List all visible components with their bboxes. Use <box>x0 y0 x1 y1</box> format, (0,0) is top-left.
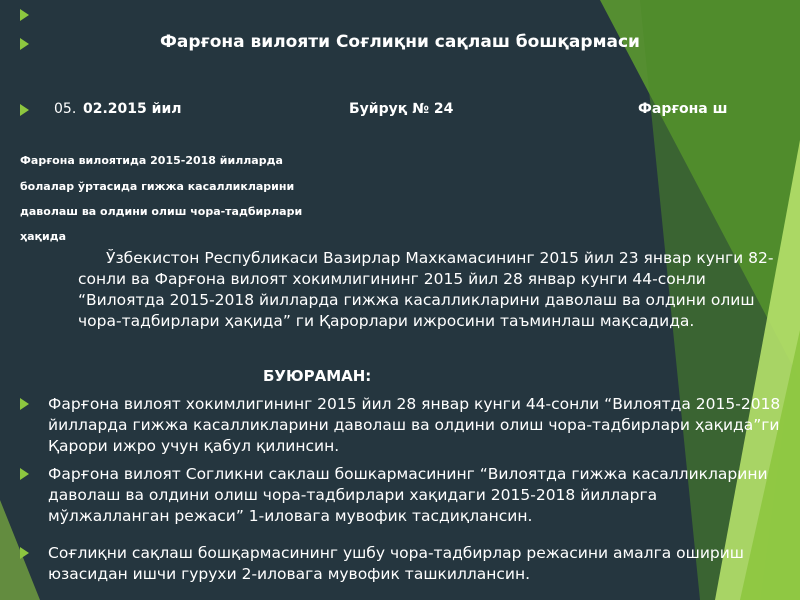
bullet-icon <box>20 468 29 480</box>
subject-line: ҳақида <box>20 230 66 243</box>
bullet-icon <box>20 398 29 410</box>
subject-line: болалар ўртасида гижжа касалликларини <box>20 180 295 193</box>
order-number: Буйруқ № 24 <box>349 101 454 117</box>
list-item: Соғлиқни сақлаш бошқармасининг ушбу чора-тадбирлар режасини амалга ошириш юзасидан ишчи гурухи 2-иловага мувофик ташкиллансин. <box>48 544 744 583</box>
order-date-day: 05. <box>54 101 77 117</box>
order-city: Фарғона ш <box>638 101 728 117</box>
list-item: Фарғона вилоят хокимлигининг 2015 йил 28 январ кунги 44-сонли “Вилоятда 2015-2018 йилларда гижжа касалликларини даволаш ва олдини олиш чора-тадбирлари ҳақида”ги Қарори ижро учун қабул қилинсин. <box>48 395 781 455</box>
preamble-paragraph: Ўзбекистон Республикаси Вазирлар Махкамасининг 2015 йил 23 январ кунги 82- сонли ва Фарғона вилоят хокимлигининг 2015 йил 28 январ кунги 44-сонли “Вилоятда 2015-2018 йилларда гижжа касалликларини даволаш ва олдини олиш чора-тадбирлари ҳақида” ги Қарорлари ижросини таъминлаш мақсадида. <box>78 249 774 330</box>
page-title: Фарғона вилояти Соғлиқни сақлаш бошқармаси <box>160 32 640 52</box>
bullet-icon <box>20 104 29 116</box>
subject-line: даволаш ва олдини олиш чора-тадбирлари <box>20 205 303 218</box>
order-heading: БУЮРАМАН: <box>263 367 372 385</box>
bullet-icon <box>20 38 29 50</box>
subject-line: Фарғона вилоятида 2015-2018 йилларда <box>20 154 283 167</box>
bullet-icon <box>20 547 29 559</box>
order-date: 02.2015 йил <box>83 101 182 117</box>
bullet-icon <box>20 9 29 21</box>
list-item: Фарғона вилоят Согликни саклаш бошкармасининг “Вилоятда гижжа касалликларини даволаш ва олдини олиш чора-тадбирлари хақидаги 2015-2018 йилларга мўлжалланган режаси” 1-иловага мувофик тасдиқлансин. <box>48 465 768 525</box>
